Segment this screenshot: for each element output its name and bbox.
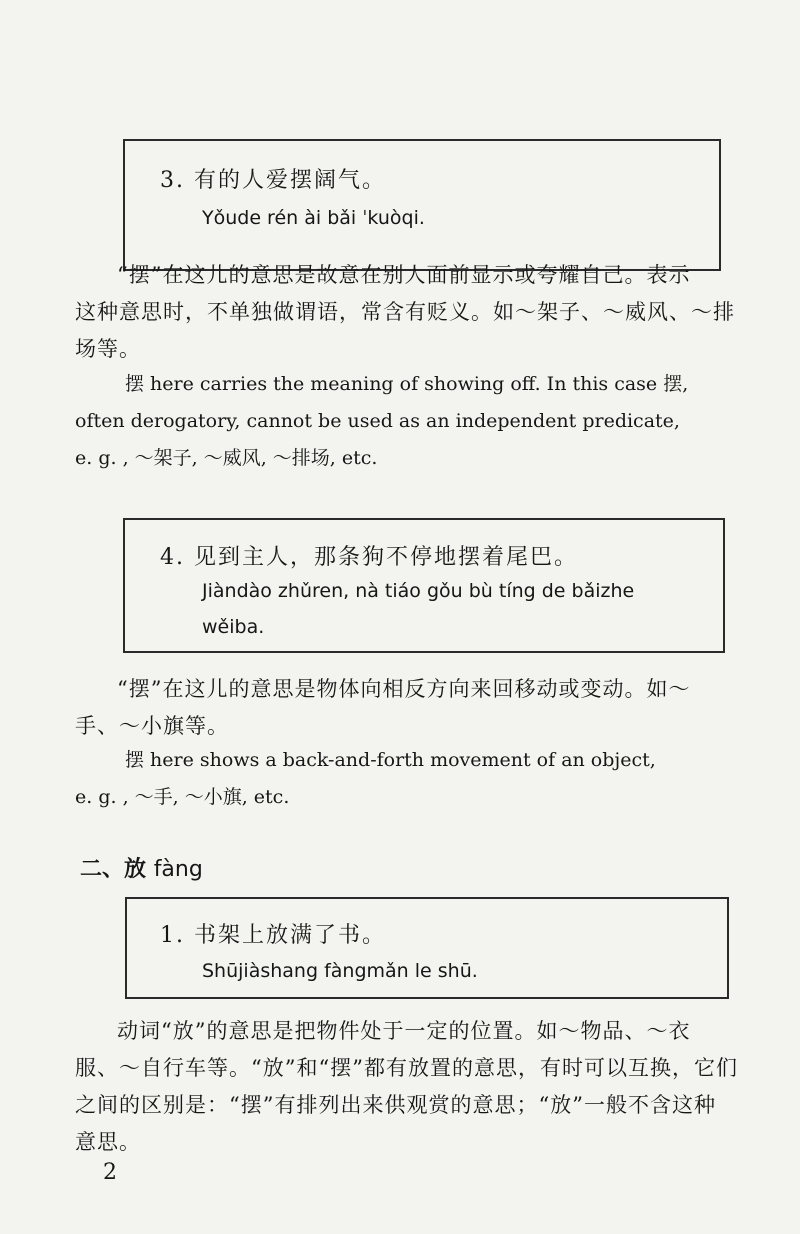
text-line: 动词“放”的意思是把物件处于一定的位置。如～物品、～衣 [117,1019,691,1043]
example-box-3 [123,139,721,271]
example-3-pinyin: Yǒude rén ài bǎi ˈkuòqi. [202,207,425,229]
text-line: 手、～小旗等。 [75,714,229,738]
text-line: “摆”在这儿的意思是物体向相反方向来回移动或变动。如～ [117,677,691,701]
example-1-pinyin: Shūjiàshang fàngmǎn le shū. [202,960,478,982]
text-line: 场等。 [75,337,141,361]
example-4-pinyin-line2: wěiba. [202,616,265,638]
text-line: 服、～自行车等。“放”和“摆”都有放置的意思，有时可以互换，它们 [75,1056,738,1080]
page-number: 2 [103,1160,117,1185]
text-line: 摆 here carries the meaning of showing off. In this case 摆, [125,373,689,395]
text-line: 这种意思时，不单独做谓语，常含有贬义。如～架子、～威风、～排 [75,300,735,324]
text-line: 之间的区别是：“摆”有排列出来供观赏的意思；“放”一般不含这种 [75,1093,716,1117]
text-line: e. g. , ～架子, ～威风, ～排场, etc. [75,447,378,469]
section-pinyin: fàng [153,857,203,882]
example-1-sentence: 1. 书架上放满了书。 [160,923,386,948]
explanation-3-chinese [75,257,780,368]
text-line: e. g. , ～手, ～小旗, etc. [75,786,290,808]
example-4-sentence: 4. 见到主人，那条狗不停地摆着尾巴。 [160,545,578,570]
explanation-4-chinese [75,671,780,745]
text-line: “摆”在这儿的意思是故意在别人面前显示或夸耀自己。表示 [117,263,691,287]
section-heading-fang [80,852,203,883]
section-label: 二、放 [80,856,147,882]
text-line: 摆 here shows a back-and-forth movement of an object, [125,749,656,771]
text-line: 意思。 [75,1130,141,1154]
explanation-4-english [75,742,780,816]
explanation-3-english [75,366,780,477]
explanation-fang-chinese [75,1013,780,1161]
text-line: often derogatory, cannot be used as an independent predicate, [75,410,680,432]
example-3-sentence: 3. 有的人爱摆阔气。 [160,168,386,193]
example-4-pinyin-line1: Jiàndào zhǔren, nà tiáo gǒu bù tíng de bǎizhe [202,580,635,602]
